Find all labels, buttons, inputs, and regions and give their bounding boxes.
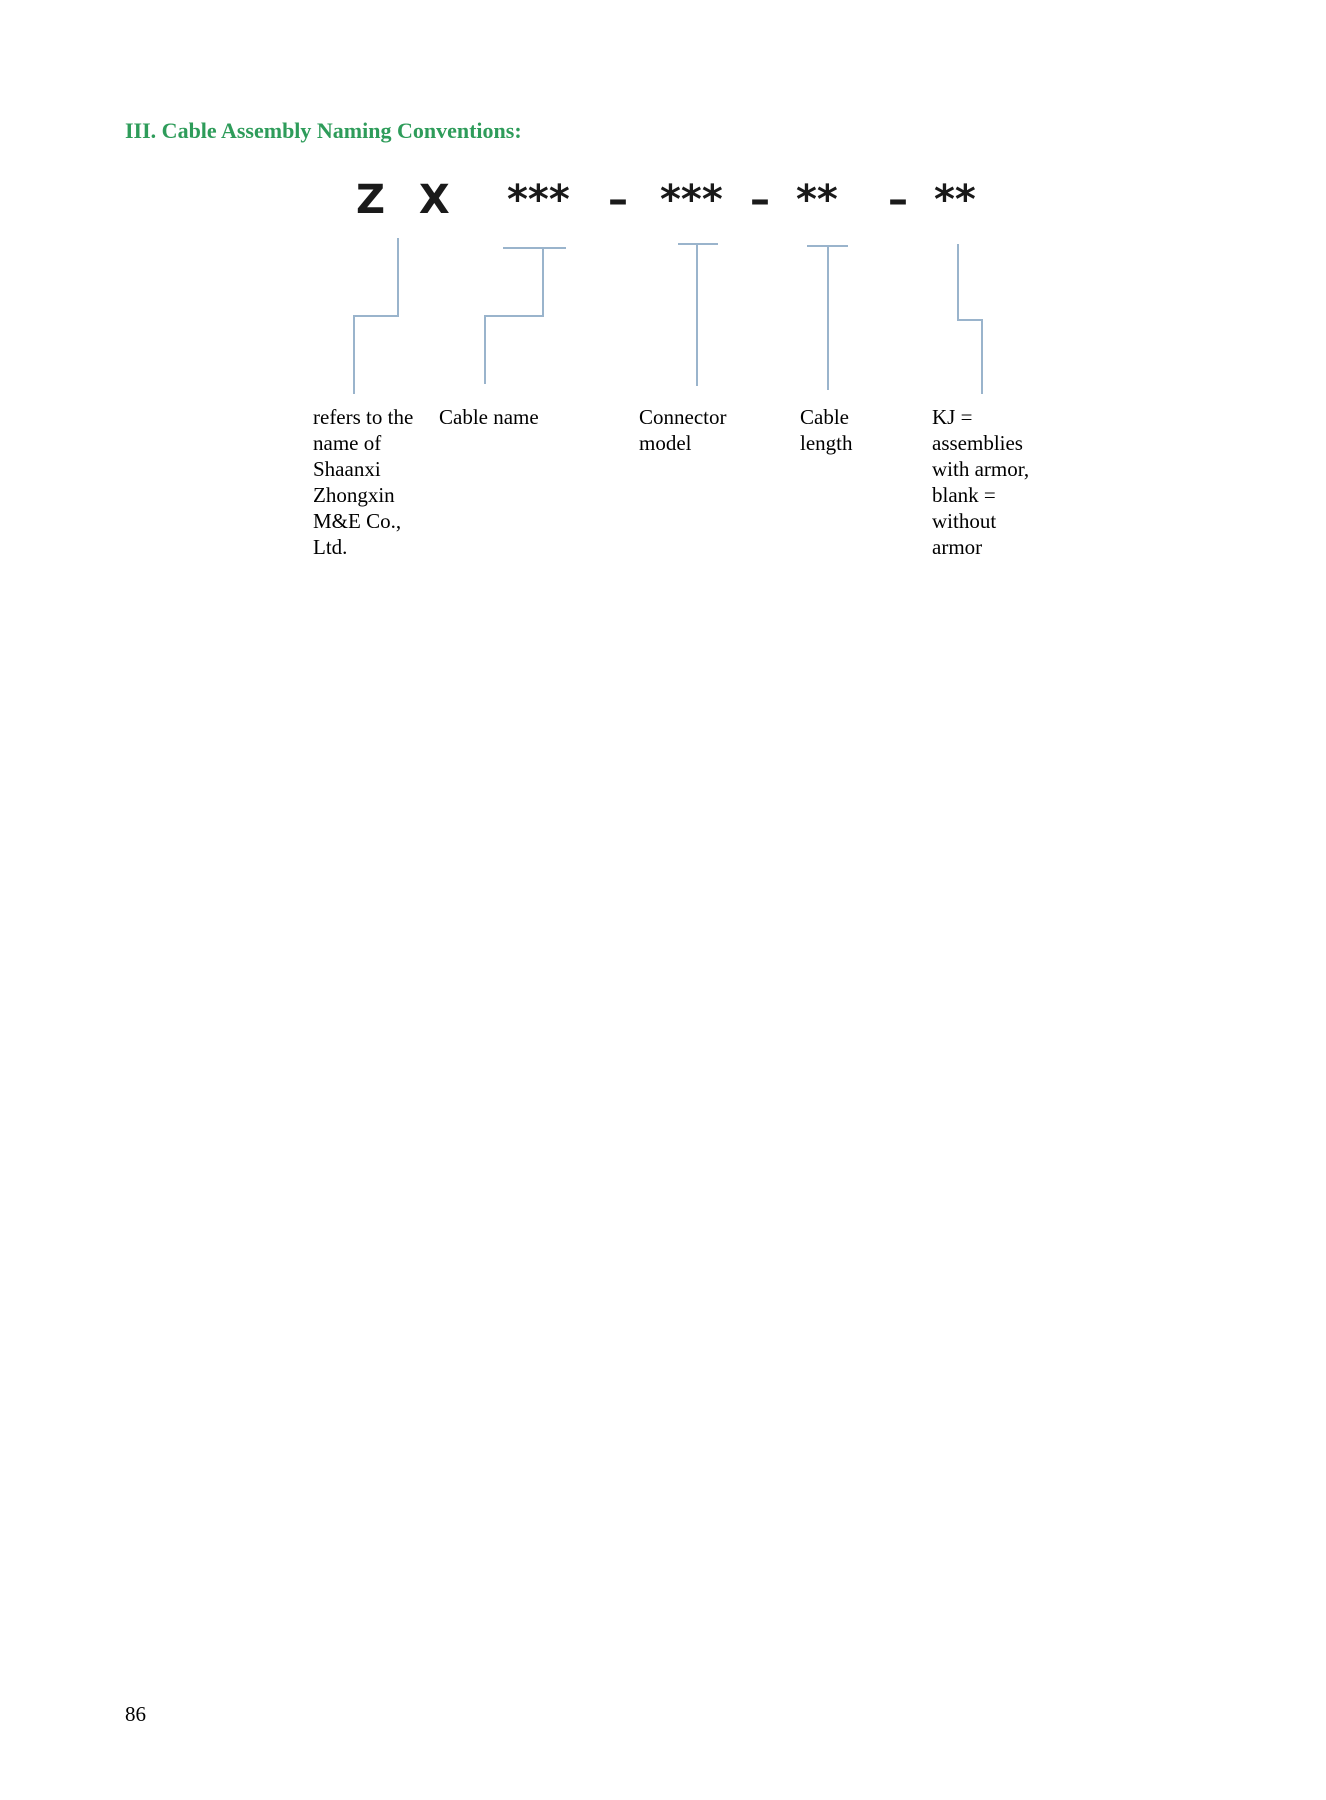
leader-lines <box>0 0 1326 420</box>
code-dash: – <box>750 177 770 223</box>
section-heading: III. Cable Assembly Naming Conventions: <box>125 118 522 143</box>
leader-line-armor <box>958 244 982 394</box>
description-cable-length: Cable length <box>800 405 853 455</box>
code-segment-connector-model: *** <box>660 177 723 223</box>
code-prefix: Z X <box>356 177 460 223</box>
description-armor: KJ = assemblies with armor, blank = without armor <box>932 405 1030 559</box>
description-connector-model: Connector model <box>639 405 727 455</box>
code-dash: – <box>888 177 908 223</box>
code-dash: – <box>608 177 628 223</box>
description-prefix: refers to the name of Shaanxi Zhongxin M&E Co., Ltd. <box>313 405 414 559</box>
code-segment-cable-length: ** <box>796 177 838 223</box>
code-segment-armor: ** <box>934 177 976 223</box>
leader-line-prefix <box>354 238 398 394</box>
page-number: 86 <box>125 1702 146 1726</box>
leader-line-cable-name-drop <box>485 248 543 384</box>
code-segment-cable-name: *** <box>507 177 570 223</box>
description-cable-name: Cable name <box>439 405 539 429</box>
